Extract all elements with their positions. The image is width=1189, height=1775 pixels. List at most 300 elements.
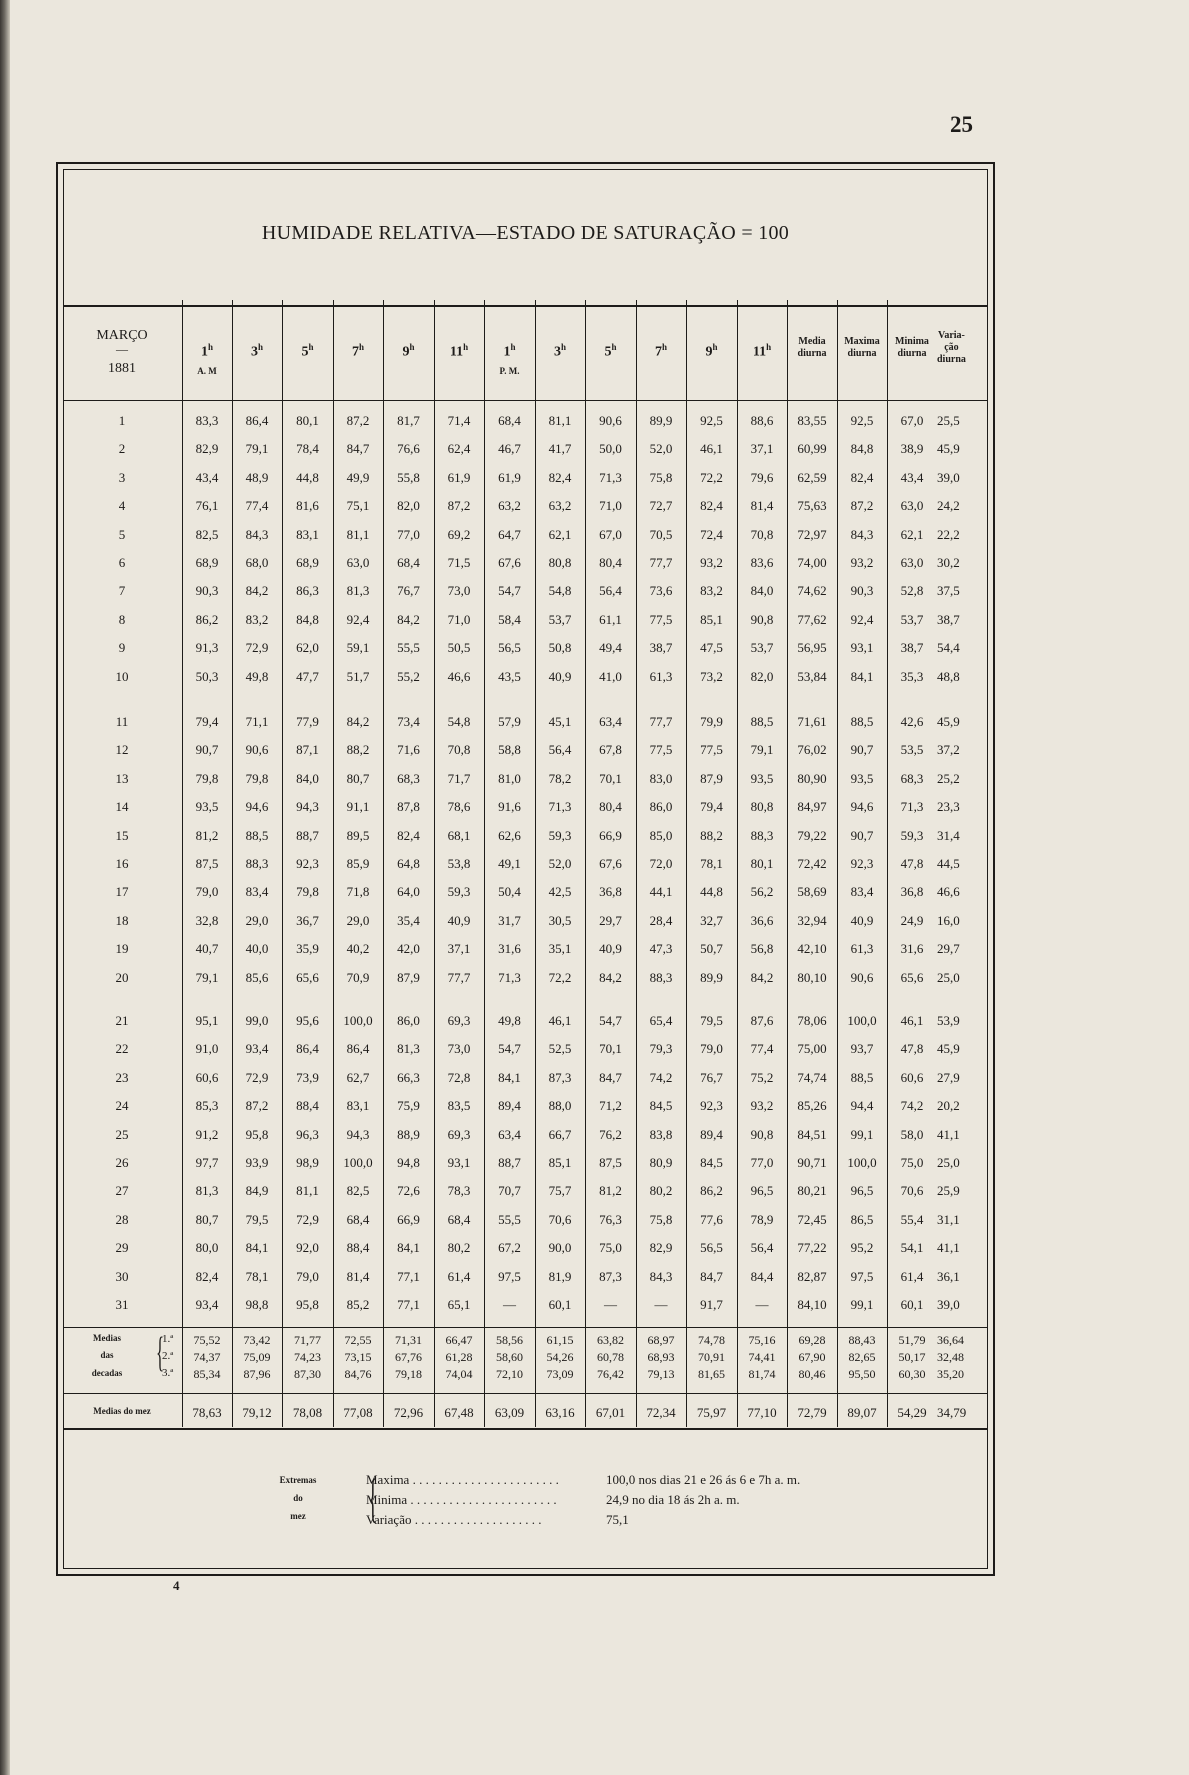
table-cell: 82,0 bbox=[397, 498, 420, 514]
table-cell: 88,7 bbox=[498, 1155, 521, 1170]
table-cell: 47,7 bbox=[296, 668, 319, 684]
table-cell: 92,0 bbox=[296, 1240, 319, 1256]
table-cell: 50,3 bbox=[195, 668, 219, 684]
table-cell: 41,1 bbox=[937, 1126, 960, 1142]
day-number: 10 bbox=[115, 668, 129, 684]
table-cell: 29,7 bbox=[599, 912, 622, 928]
table-cell: 59,3 bbox=[548, 827, 572, 843]
decade-ordinal: 1.ª bbox=[162, 1333, 174, 1345]
book-spine-shadow bbox=[0, 0, 10, 1775]
maxima-label: Maxima . . . . . . . . . . . . . . . . . . . . . . . bbox=[366, 1472, 559, 1487]
table-cell: 69,2 bbox=[447, 526, 471, 542]
decade-cell: 87,30 bbox=[294, 1367, 321, 1381]
table-cell: — bbox=[604, 1297, 617, 1312]
table-cell: 85,1 bbox=[700, 611, 723, 627]
table-cell: 99,0 bbox=[245, 1013, 269, 1028]
decade-cell: 75,16 bbox=[748, 1333, 776, 1347]
table-cell: 86,2 bbox=[700, 1183, 723, 1199]
table-cell: 84,1 bbox=[850, 668, 874, 684]
decade-cell: 74,04 bbox=[445, 1367, 473, 1381]
table-cell: 77,0 bbox=[397, 526, 420, 542]
table-cell: 74,74 bbox=[797, 1069, 827, 1085]
day-number: 6 bbox=[118, 555, 126, 570]
decades-top-rule bbox=[64, 1327, 987, 1328]
table-cell: 54,7 bbox=[599, 1013, 622, 1028]
table-cell: 53,5 bbox=[900, 742, 924, 758]
table-cell: 89,9 bbox=[649, 413, 673, 428]
table-cell: 72,97 bbox=[797, 526, 827, 542]
table-cell: 74,00 bbox=[797, 555, 827, 570]
hour-suffix: h bbox=[358, 342, 364, 352]
table-inner-border bbox=[63, 169, 988, 1569]
table-cell: 66,3 bbox=[397, 1069, 420, 1085]
table-cell: 70,9 bbox=[346, 969, 370, 985]
header-line: Media bbox=[798, 336, 826, 347]
table-cell: 50,8 bbox=[548, 640, 572, 656]
table-cell: 91,7 bbox=[700, 1297, 723, 1312]
table-cell: 82,5 bbox=[346, 1183, 370, 1199]
table-cell: 93,5 bbox=[195, 799, 219, 815]
table-cell: 84,5 bbox=[649, 1098, 673, 1114]
table-cell: 63,2 bbox=[498, 498, 521, 514]
table-cell: 92,3 bbox=[700, 1098, 723, 1114]
table-cell: 46,7 bbox=[498, 441, 521, 457]
pm-label: P. M. bbox=[499, 366, 520, 376]
table-cell: 84,9 bbox=[245, 1183, 269, 1199]
table-cell: 56,2 bbox=[750, 884, 774, 900]
day-number: 31 bbox=[115, 1297, 129, 1312]
table-cell: 38,7 bbox=[649, 640, 673, 656]
table-cell: 40,2 bbox=[346, 941, 370, 957]
hour-header: 5$^h$ bbox=[604, 342, 617, 360]
table-cell: 55,2 bbox=[397, 668, 420, 684]
decade-cell: 79,18 bbox=[395, 1367, 422, 1381]
table-cell: 84,2 bbox=[245, 583, 269, 599]
table-cell: 31,7 bbox=[498, 912, 521, 928]
table-cell: 42,10 bbox=[797, 941, 827, 957]
table-cell: 88,4 bbox=[296, 1098, 319, 1114]
table-cell: 71,0 bbox=[447, 611, 471, 627]
table-cell: 83,4 bbox=[245, 884, 269, 900]
table-cell: 93,5 bbox=[850, 770, 874, 786]
table-cell: 86,4 bbox=[245, 413, 269, 428]
table-cell: 76,7 bbox=[700, 1069, 723, 1085]
table-cell: 75,0 bbox=[599, 1240, 622, 1256]
table-cell: 72,9 bbox=[245, 640, 269, 656]
table-cell: 87,5 bbox=[599, 1155, 622, 1170]
table-cell: 73,6 bbox=[649, 583, 673, 599]
decade-cell: 68,97 bbox=[647, 1333, 675, 1347]
table-cell: 78,2 bbox=[548, 770, 572, 786]
table-cell: 90,3 bbox=[195, 583, 219, 599]
table-cell: 76,7 bbox=[397, 583, 420, 599]
table-cell: 52,0 bbox=[548, 856, 572, 871]
table-cell: 44,8 bbox=[700, 884, 723, 900]
table-cell: 92,4 bbox=[346, 611, 370, 627]
table-cell: 54,1 bbox=[900, 1240, 924, 1256]
table-cell: 72,6 bbox=[397, 1183, 420, 1199]
table-cell: 84,1 bbox=[498, 1069, 521, 1085]
table-cell: 67,2 bbox=[498, 1240, 521, 1256]
table-cell: 35,3 bbox=[900, 668, 924, 684]
table-cell: 84,3 bbox=[649, 1268, 673, 1284]
table-cell: 62,6 bbox=[498, 827, 521, 843]
table-cell: 66,9 bbox=[397, 1211, 420, 1227]
table-cell: 53,9 bbox=[937, 1013, 960, 1028]
table-cell: 88,5 bbox=[245, 827, 269, 843]
table-cell: 77,4 bbox=[245, 498, 269, 514]
table-cell: 66,9 bbox=[599, 827, 622, 843]
decade-cell: 79,13 bbox=[647, 1367, 675, 1381]
table-cell: 73,0 bbox=[447, 583, 471, 599]
table-cell: 80,2 bbox=[649, 1183, 673, 1199]
table-cell: 84,8 bbox=[296, 611, 319, 627]
header-rule bbox=[64, 400, 987, 401]
table-cell: 41,7 bbox=[548, 441, 572, 457]
day-number: 18 bbox=[115, 912, 129, 928]
table-cell: 89,4 bbox=[700, 1126, 723, 1142]
day-number: 15 bbox=[115, 827, 129, 843]
variacao-value: 75,1 bbox=[606, 1512, 629, 1527]
decade-cell: 50,17 bbox=[898, 1350, 926, 1364]
table-cell: 81,1 bbox=[548, 413, 572, 428]
table-cell: 71,1 bbox=[245, 714, 269, 729]
table-cell: 91,1 bbox=[346, 799, 370, 815]
table-cell: 61,9 bbox=[498, 469, 521, 485]
table-cell: 74,2 bbox=[649, 1069, 673, 1085]
table-cell: 84,3 bbox=[245, 526, 269, 542]
table-cell: 84,1 bbox=[397, 1240, 420, 1256]
table-cell: 36,8 bbox=[599, 884, 622, 900]
table-cell: 65,4 bbox=[649, 1013, 673, 1028]
brace: { bbox=[156, 1330, 165, 1376]
table-title: HUMIDADE RELATIVA—ESTADO DE SATURAÇÃO = 100 bbox=[261, 222, 790, 244]
table-cell: 92,3 bbox=[850, 856, 874, 871]
day-number: 24 bbox=[115, 1098, 129, 1114]
table-cell: 41,1 bbox=[937, 1240, 960, 1256]
table-cell: 80,90 bbox=[797, 770, 827, 786]
table-cell: 90,7 bbox=[850, 742, 874, 758]
table-cell: 47,3 bbox=[649, 941, 673, 957]
table-cell: 30,2 bbox=[937, 555, 960, 570]
table-cell: 76,02 bbox=[797, 742, 827, 758]
table-cell: 45,9 bbox=[937, 1041, 960, 1057]
hour-suffix: h bbox=[766, 342, 772, 352]
hour-suffix: h bbox=[308, 342, 314, 352]
table-cell: 83,1 bbox=[296, 526, 319, 542]
table-cell: 70,6 bbox=[900, 1183, 924, 1199]
hour-header: 1$^h$ bbox=[200, 342, 213, 360]
maxima-value: 100,0 nos dias 21 e 26 ás 6 e 7h a. m. bbox=[606, 1472, 801, 1487]
table-cell: 25,5 bbox=[937, 413, 960, 428]
decade-cell: 81,74 bbox=[748, 1367, 776, 1381]
table-cell: 40,9 bbox=[850, 912, 874, 928]
decade-cell: 63,82 bbox=[597, 1333, 624, 1347]
table-cell: 84,4 bbox=[750, 1268, 774, 1284]
table-cell: 84,2 bbox=[346, 714, 370, 729]
table-cell: 74,2 bbox=[900, 1098, 924, 1114]
table-cell: 25,2 bbox=[937, 770, 960, 786]
table-cell: 80,1 bbox=[296, 413, 319, 428]
table-cell: 70,1 bbox=[599, 1041, 622, 1057]
table-cell: 86,2 bbox=[195, 611, 219, 627]
table-cell: 94,3 bbox=[346, 1126, 370, 1142]
table-cell: 91,3 bbox=[195, 640, 219, 656]
table-cell: 40,9 bbox=[447, 912, 471, 928]
table-cell: 56,5 bbox=[498, 640, 521, 656]
decade-cell: 36,64 bbox=[937, 1333, 964, 1347]
table-cell: 79,8 bbox=[195, 770, 219, 786]
hour-suffix: h bbox=[463, 342, 469, 352]
table-cell: 69,3 bbox=[447, 1013, 471, 1028]
table-cell: 81,3 bbox=[195, 1183, 219, 1199]
table-cell: 81,2 bbox=[599, 1183, 622, 1199]
day-number: 29 bbox=[115, 1240, 129, 1256]
table-cell: 46,1 bbox=[700, 441, 723, 457]
table-cell: 89,9 bbox=[700, 969, 723, 985]
table-cell: 90,71 bbox=[797, 1155, 827, 1170]
table-cell: 79,5 bbox=[245, 1211, 269, 1227]
table-cell: 58,69 bbox=[797, 884, 827, 900]
decade-cell: 69,28 bbox=[798, 1333, 826, 1347]
table-cell: 42,6 bbox=[900, 714, 924, 729]
header-line: diurna bbox=[897, 348, 927, 359]
extremes-brace: { bbox=[368, 1468, 378, 1528]
month-means-label: Medias do mez bbox=[93, 1406, 151, 1416]
title-area bbox=[64, 170, 987, 307]
table-cell: 75,9 bbox=[397, 1098, 420, 1114]
table-cell: 83,1 bbox=[346, 1098, 370, 1114]
table-cell: 80,2 bbox=[447, 1240, 471, 1256]
table-cell: 55,8 bbox=[397, 469, 420, 485]
table-cell: 64,8 bbox=[397, 856, 420, 871]
table-cell: 72,9 bbox=[296, 1211, 319, 1227]
table-cell: 79,4 bbox=[195, 714, 219, 729]
table-cell: 71,3 bbox=[599, 469, 622, 485]
hour-header: 7$^h$ bbox=[351, 342, 364, 360]
minima-value: 24,9 no dia 18 ás 2h a. m. bbox=[606, 1492, 740, 1507]
table-cell: 86,5 bbox=[850, 1211, 874, 1227]
table-cell: 83,4 bbox=[850, 884, 874, 900]
table-cell: 99,1 bbox=[850, 1297, 874, 1312]
table-cell: 67,6 bbox=[599, 856, 622, 871]
table-cell: 88,3 bbox=[245, 856, 269, 871]
table-cell: 55,4 bbox=[900, 1211, 924, 1227]
media-diurna-header bbox=[787, 336, 837, 360]
table-cell: 78,6 bbox=[447, 799, 471, 815]
table-cell: 84,0 bbox=[296, 770, 319, 786]
table-cell: 25,0 bbox=[937, 1155, 960, 1170]
table-cell: 83,2 bbox=[245, 611, 269, 627]
table-cell: 77,5 bbox=[649, 742, 673, 758]
table-cell: 93,1 bbox=[447, 1155, 471, 1170]
table-cell: 95,6 bbox=[296, 1013, 319, 1028]
decade-ordinal: 3.ª bbox=[162, 1367, 174, 1379]
table-cell: 40,0 bbox=[245, 941, 269, 957]
table-cell: 77,22 bbox=[797, 1240, 827, 1256]
table-cell: 98,8 bbox=[245, 1297, 269, 1312]
header-line: diurna bbox=[847, 348, 877, 359]
table-cell: 80,7 bbox=[346, 770, 370, 786]
table-cell: 84,7 bbox=[346, 441, 370, 457]
month-mean-cell: 67,48 bbox=[444, 1405, 474, 1420]
table-cell: 56,8 bbox=[750, 941, 774, 957]
decade-cell: 61,28 bbox=[445, 1350, 473, 1364]
table-cell: 100,0 bbox=[847, 1155, 877, 1170]
table-cell: 52,5 bbox=[548, 1041, 572, 1057]
table-cell: — bbox=[654, 1297, 668, 1312]
table-cell: 89,4 bbox=[498, 1098, 521, 1114]
table-cell: 95,1 bbox=[195, 1013, 219, 1028]
header-line: diurna bbox=[797, 348, 827, 359]
decade-cell: 80,46 bbox=[798, 1367, 826, 1381]
table-cell: 37,5 bbox=[937, 583, 960, 599]
table-cell: 70,8 bbox=[750, 526, 774, 542]
table-cell: 42,5 bbox=[548, 884, 572, 900]
table-cell: 46,1 bbox=[900, 1013, 924, 1028]
table-cell: 43,4 bbox=[195, 469, 219, 485]
table-cell: 90,8 bbox=[750, 611, 774, 627]
table-cell: 93,5 bbox=[750, 770, 774, 786]
table-cell: 81,3 bbox=[397, 1041, 420, 1057]
decade-cell: 72,55 bbox=[344, 1333, 372, 1347]
table-cell: 75,7 bbox=[548, 1183, 572, 1199]
table-cell: 90,7 bbox=[850, 827, 874, 843]
table-cell: 79,22 bbox=[797, 827, 827, 843]
table-cell: 95,8 bbox=[296, 1297, 319, 1312]
table-cell: 83,2 bbox=[700, 583, 723, 599]
table-cell: 43,4 bbox=[900, 469, 924, 485]
table-cell: 87,5 bbox=[195, 856, 219, 871]
table-cell: 84,2 bbox=[599, 969, 622, 985]
table-cell: 53,8 bbox=[447, 856, 471, 871]
table-cell: 97,5 bbox=[850, 1268, 874, 1284]
table-cell: 61,4 bbox=[900, 1268, 924, 1284]
table-cell: 78,9 bbox=[750, 1211, 774, 1227]
table-cell: 94,4 bbox=[850, 1098, 874, 1114]
day-number: 7 bbox=[118, 583, 126, 599]
table-cell: 96,3 bbox=[296, 1126, 319, 1142]
table-cell: 71,61 bbox=[797, 714, 827, 729]
table-cell: 84,2 bbox=[750, 969, 774, 985]
table-cell: 87,3 bbox=[599, 1268, 622, 1284]
table-cell: 94,8 bbox=[397, 1155, 420, 1170]
year-label: 1881 bbox=[108, 361, 136, 376]
day-number: 2 bbox=[118, 441, 126, 457]
table-cell: 88,9 bbox=[397, 1126, 420, 1142]
table-cell: 87,2 bbox=[245, 1098, 269, 1114]
hour-header: 9$^h$ bbox=[402, 342, 415, 360]
table-cell: 72,7 bbox=[649, 498, 673, 514]
month-mean-cell: 54,29 bbox=[897, 1405, 927, 1420]
table-cell: 88,2 bbox=[700, 827, 723, 843]
table-cell: 54,4 bbox=[937, 640, 960, 656]
table-cell: 79,8 bbox=[296, 884, 319, 900]
decade-cell: 67,90 bbox=[798, 1350, 826, 1364]
table-cell: 44,5 bbox=[937, 856, 960, 871]
hour-header: 11$^h$ bbox=[752, 342, 772, 360]
table-cell: 62,4 bbox=[447, 441, 471, 457]
table-cell: 29,0 bbox=[245, 912, 269, 928]
table-cell: 54,7 bbox=[498, 583, 521, 599]
hour-suffix: h bbox=[257, 342, 263, 352]
table-cell: 56,4 bbox=[599, 583, 622, 599]
table-cell: 87,2 bbox=[850, 498, 874, 514]
table-cell: 93,2 bbox=[750, 1098, 774, 1114]
table-cell: 58,8 bbox=[498, 742, 521, 758]
table-cell: 84,8 bbox=[850, 441, 874, 457]
decade-cell: 73,42 bbox=[243, 1333, 271, 1347]
table-cell: 85,3 bbox=[195, 1098, 219, 1114]
table-cell: 75,2 bbox=[750, 1069, 774, 1085]
table-cell: 78,3 bbox=[447, 1183, 471, 1199]
table-cell: 66,7 bbox=[548, 1126, 572, 1142]
month-mean-cell: 63,16 bbox=[545, 1405, 575, 1420]
table-cell: 84,1 bbox=[245, 1240, 269, 1256]
table-cell: 37,1 bbox=[750, 441, 774, 457]
table-cell: 36,6 bbox=[750, 912, 774, 928]
table-cell: 100,0 bbox=[343, 1155, 373, 1170]
month-mean-cell: 78,63 bbox=[192, 1405, 222, 1420]
table-cell: 72,45 bbox=[797, 1211, 827, 1227]
table-cell: 40,9 bbox=[599, 941, 622, 957]
decade-cell: 85,34 bbox=[193, 1367, 221, 1381]
table-cell: 71,6 bbox=[397, 742, 420, 758]
table-cell: 65,1 bbox=[447, 1297, 471, 1312]
table-cell: 72,9 bbox=[245, 1069, 269, 1085]
table-cell: 56,4 bbox=[750, 1240, 774, 1256]
table-cell: 36,7 bbox=[296, 912, 319, 928]
table-cell: 82,9 bbox=[195, 441, 219, 457]
table-cell: 56,4 bbox=[548, 742, 572, 758]
decade-cell: 74,78 bbox=[698, 1333, 725, 1347]
table-cell: 81,4 bbox=[750, 498, 774, 514]
table-cell: 91,6 bbox=[498, 799, 521, 815]
table-cell: 79,9 bbox=[700, 714, 723, 729]
month-dash: — bbox=[116, 342, 128, 356]
day-number: 21 bbox=[115, 1013, 129, 1028]
day-number: 5 bbox=[118, 526, 126, 542]
table-cell: 59,1 bbox=[346, 640, 370, 656]
table-cell: 82,0 bbox=[750, 668, 774, 684]
month-mean-cell: 79,12 bbox=[242, 1405, 272, 1420]
table-cell: 75,0 bbox=[900, 1155, 924, 1170]
table-cell: 62,59 bbox=[797, 469, 827, 485]
table-cell: 59,3 bbox=[900, 827, 924, 843]
table-cell: 93,4 bbox=[245, 1041, 269, 1057]
table-cell: 72,2 bbox=[700, 469, 723, 485]
table-cell: 86,0 bbox=[649, 799, 673, 815]
table-cell: 84,5 bbox=[700, 1155, 723, 1170]
table-cell: 42,0 bbox=[397, 941, 420, 957]
table-cell: 58,0 bbox=[900, 1126, 924, 1142]
table-cell: 97,7 bbox=[195, 1155, 219, 1170]
table-cell: 61,1 bbox=[599, 611, 622, 627]
table-cell: 72,2 bbox=[548, 969, 572, 985]
day-number: 13 bbox=[115, 770, 129, 786]
table-cell: 80,8 bbox=[548, 555, 572, 570]
table-cell: 31,6 bbox=[498, 941, 521, 957]
decade-cell: 67,76 bbox=[395, 1350, 422, 1364]
table-cell: 68,4 bbox=[397, 555, 420, 570]
table-cell: 75,00 bbox=[797, 1041, 827, 1057]
table-cell: 93,2 bbox=[700, 555, 723, 570]
page-number: 25 bbox=[950, 112, 973, 137]
table-cell: 52,0 bbox=[649, 441, 673, 457]
table-cell: 77,7 bbox=[649, 714, 673, 729]
table-cell: 79,0 bbox=[700, 1041, 723, 1057]
table-cell: — bbox=[503, 1297, 516, 1312]
